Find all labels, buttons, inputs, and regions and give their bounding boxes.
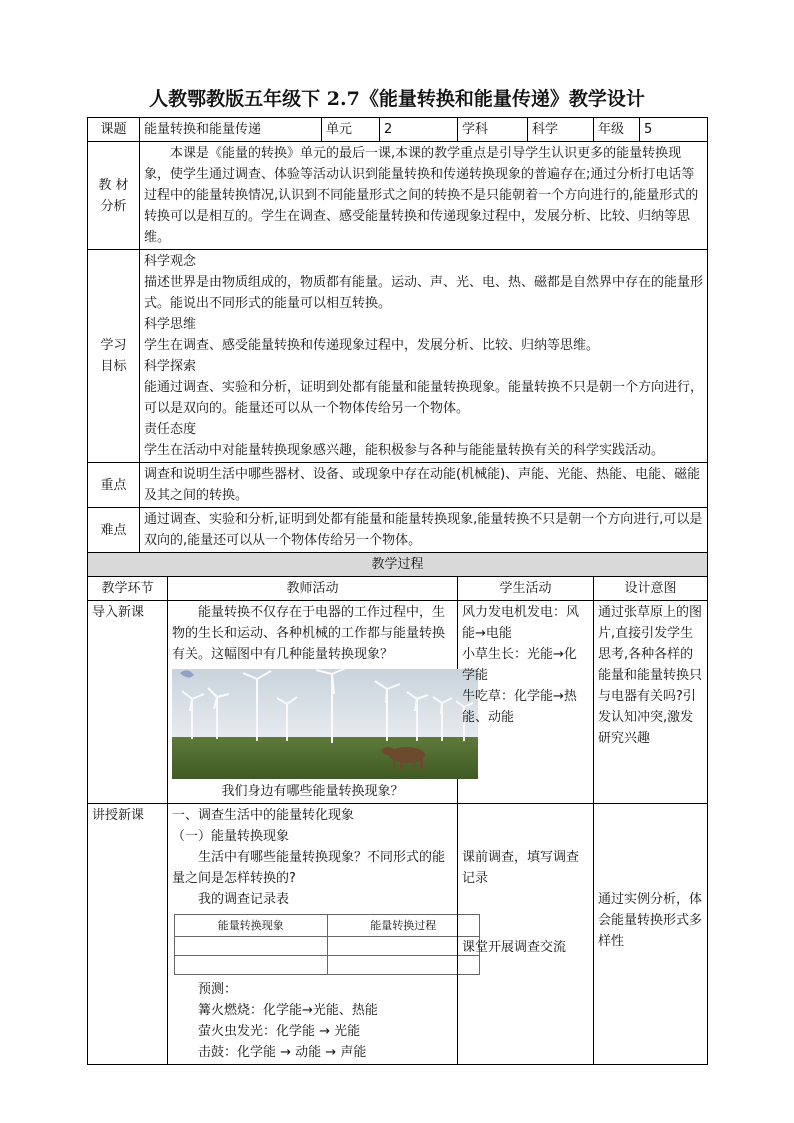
page-title: 人教鄂教版五年级下 2.7《能量转换和能量传递》教学设计 (149, 88, 645, 110)
analysis-row (88, 142, 708, 250)
col-teacher: 教师活动 (168, 577, 458, 601)
record-cell[interactable] (175, 956, 328, 975)
goal-text-3: 能通过调查、实验和分析，证明到处都有能量和能量转换现象。能量转换不只是朝一个方向进行，可以是双向的。能量还可以从一个物体传给另一个物体。 (144, 380, 704, 416)
intro-row (88, 601, 708, 804)
goal-heading-1: 科学观念 (144, 254, 197, 269)
photo-caption: 我们身边有哪些能量转换现象？ (221, 784, 404, 799)
process-header: 教学过程 (88, 553, 708, 577)
key-text: 调查和说明生活中哪些器材、设备、或现象中存在动能(机械能)、声能、光能、热能、电能、磁能及其之间的转换。 (140, 463, 708, 508)
goal-heading-2: 科学思维 (144, 317, 197, 332)
example-1: 篝火燃烧：化学能→光能、热能 (198, 1003, 378, 1018)
lesson-row (88, 804, 708, 1065)
goals-row (88, 250, 708, 463)
analysis-text: 本课是《能量的转换》单元的最后一课,本课的教学重点是引导学生认识更多的能量转换现象，使学生通过调查、体验等活动认识到能量转换和传递转换现象的普遍存在;通过分析打电话等过程中的能量转换情况,认识到不同能量形式之间的转换不是只能朝着一个方向进行的,能量形式的转换可以是相互的。学生在调查、感受能量转换和传递现象过程中，发展分析、比较、归纳等思维。 (140, 142, 708, 250)
wind-farm-photo (172, 669, 478, 779)
topic-label: 课题 (88, 118, 140, 142)
difficulty-row (88, 508, 708, 553)
intro-teacher-text: 能量转换不仅存在于电器的工作过程中，生物的生长和运动、各种机械的工作都与能量转换有关。这幅图中有几种能量转换现象？ (172, 605, 446, 662)
goal-heading-4: 责任态度 (144, 422, 197, 437)
example-2: 萤火虫发光：化学能 → 光能 (198, 1024, 361, 1039)
record-col-phenomenon: 能量转换现象 (175, 915, 328, 937)
unit-label: 单元 (322, 118, 380, 142)
intro-intent: 通过张草原上的图片,直接引发学生思考,各种各样的能量和能量转换只与电器有关吗?引发认知冲突,激发研究兴趣 (594, 601, 708, 804)
grade-value: 5 (640, 118, 708, 142)
record-title: 我的调查记录表 (198, 892, 290, 907)
process-columns-row (88, 577, 708, 601)
grade-label: 年级 (594, 118, 640, 142)
lesson-question: 生活中有哪些能量转换现象？不同形式的能量之间是怎样转换的? (172, 850, 446, 886)
goal-text-2: 学生在调查、感受能量转换和传递现象过程中，发展分析、比较、归纳等思维。 (144, 338, 600, 353)
intro-student-item-1: 风力发电机发电：风能→电能 (462, 605, 580, 641)
lesson-teacher (168, 804, 458, 1065)
info-row (88, 118, 708, 142)
intro-stage: 导入新课 (88, 601, 168, 804)
goal-heading-3: 科学探索 (144, 359, 197, 374)
process-header-row (88, 553, 708, 577)
analysis-label: 教 材 分析 (88, 142, 140, 250)
key-row (88, 463, 708, 508)
predict-label: 预测： (198, 982, 238, 997)
intro-student-item-2: 小草生长：光能→化学能 (462, 647, 577, 683)
lesson-intent-text: 通过实例分析，体会能量转换形式多样性 (598, 892, 703, 949)
record-col-process: 能量转换过程 (327, 915, 480, 937)
unit-value: 2 (380, 118, 458, 142)
col-student: 学生活动 (458, 577, 594, 601)
topic-value: 能量转换和能量传递 (140, 118, 322, 142)
difficulty-text: 通过调查、实验和分析,证明到处都有能量和能量转换现象,能量转换不只是朝一个方向进行,可以是双向的,能量还可以从一个物体传给另一个物体。 (140, 508, 708, 553)
col-intent: 设计意图 (594, 577, 708, 601)
goals-content (140, 250, 708, 463)
key-label: 重点 (88, 463, 140, 508)
intro-teacher (168, 601, 458, 804)
lesson-intent (594, 804, 708, 1065)
lesson-student-1: 课前调查，填写调查记录 (462, 850, 580, 886)
col-stage: 教学环节 (88, 577, 168, 601)
example-3: 击鼓：化学能 → 动能 → 声能 (198, 1045, 367, 1060)
record-table (174, 914, 480, 975)
lesson-heading-1: 一、调查生活中的能量转化现象 (172, 808, 355, 823)
lesson-heading-2: （一）能量转换现象 (172, 829, 290, 844)
intro-student-item-3: 牛吃草：化学能→热能、动能 (462, 689, 577, 725)
goals-label: 学习 目标 (88, 250, 140, 463)
goal-text-4: 学生在活动中对能量转换现象感兴趣，能积极参与各种与能能量转换有关的科学实践活动。 (144, 443, 665, 458)
difficulty-label: 难点 (88, 508, 140, 553)
lesson-stage: 讲授新课 (88, 804, 168, 1065)
lesson-student-2: 课堂开展调查交流 (462, 940, 567, 955)
goal-text-1: 描述世界是由物质组成的，物质都有能量。运动、声、光、电、热、磁都是自然界中存在的能量形式。能说出不同形式的能量可以相互转换。 (144, 275, 704, 311)
lesson-plan-table (87, 117, 708, 1065)
record-cell[interactable] (175, 937, 328, 956)
lesson-student (458, 804, 594, 1065)
subject-value: 科学 (528, 118, 594, 142)
subject-label: 学科 (458, 118, 528, 142)
